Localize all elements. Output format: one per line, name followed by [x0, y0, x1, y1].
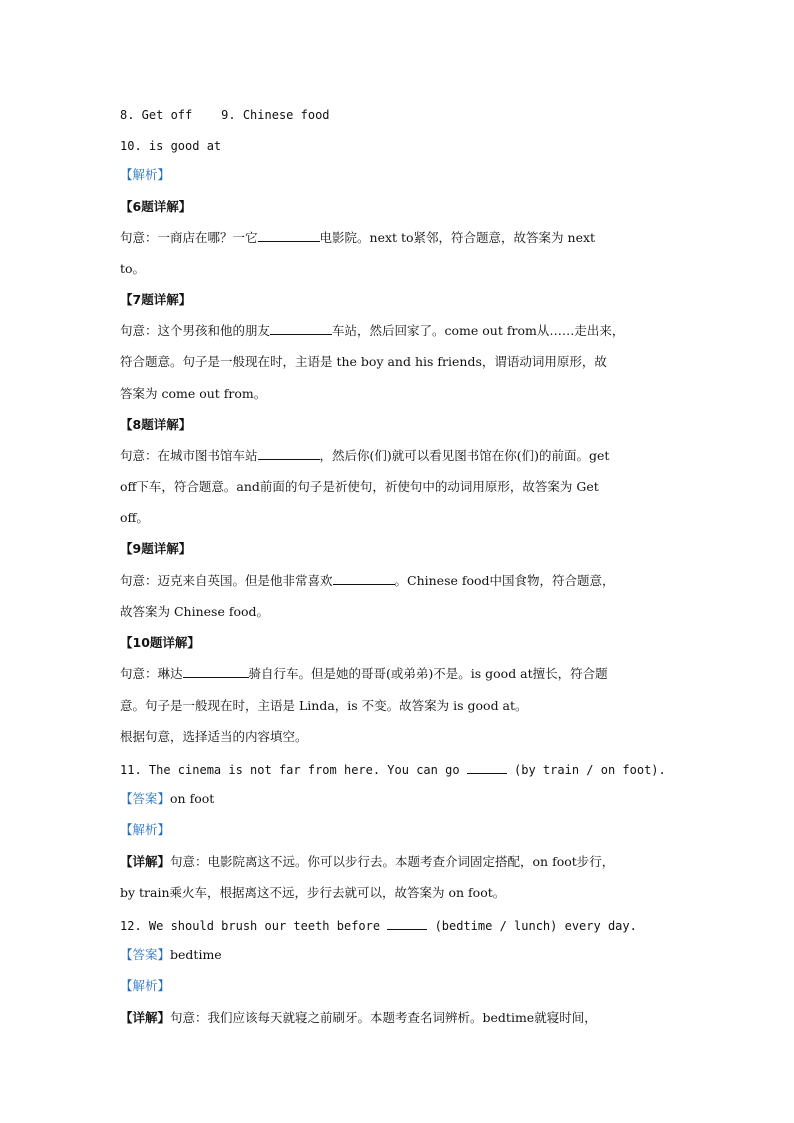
q9-text-b: 。Chinese food中国食物，符合题意，	[394, 573, 615, 588]
q9-line-2: 故答案为 Chinese food。	[120, 604, 269, 619]
q12-detail-1	[120, 1009, 680, 1027]
q10-text-a: 句意：琳达	[120, 666, 183, 681]
q11-question-b: (by train / on foot).	[514, 763, 666, 777]
q8-header: 【8题详解】	[120, 417, 192, 432]
q8-text-a: 句意：在城市图书馆车站	[120, 448, 258, 463]
detail-label: 【详解】	[120, 1010, 171, 1025]
q10-header: 【10题详解】	[120, 635, 200, 650]
q11-answer	[120, 790, 680, 808]
q11-answer-value: on foot	[170, 791, 215, 806]
section-instruction: 根据句意，选择适当的内容填空。	[120, 729, 308, 744]
q9-text-a: 句意：迈克来自英国。但是他非常喜欢	[120, 573, 333, 588]
q12-answer	[120, 946, 680, 964]
answers-line-2: 10. is good at	[120, 139, 222, 153]
answer-blank	[258, 447, 320, 460]
q8-text-b: ，然后你(们)就可以看见图书馆在你(们)的前面。get	[319, 448, 610, 463]
q7-header: 【7题详解】	[120, 292, 192, 307]
q10-text-b: 骑自行车。但是她的哥哥(或弟弟)不是。is good at擅长，符合题	[248, 666, 608, 681]
answers-line-1: 8. Get off 9. Chinese food	[120, 108, 330, 122]
q7-line-3: 答案为 come out from。	[120, 386, 267, 401]
q12-question-b: (bedtime / lunch) every day.	[434, 919, 637, 933]
answer-blank	[467, 761, 507, 774]
q7-text-a: 句意：这个男孩和他的朋友	[120, 323, 271, 338]
q12-jiexi: 【解析】	[120, 978, 171, 993]
detail-label: 【详解】	[120, 854, 171, 869]
answer-blank	[258, 229, 320, 242]
q7-line-2: 符合题意。句子是一般现在时，主语是 the boy and his friends，谓语动词用原形，故	[120, 354, 607, 369]
q10-line-2: 意。句子是一般现在时，主语是 Linda，is 不变。故答案为 is good at。	[120, 698, 528, 713]
answer-label: 【答案】	[120, 791, 171, 806]
q9-header: 【9题详解】	[120, 541, 192, 556]
q6-line-2: to。	[120, 261, 146, 276]
q8-line-3: off。	[120, 510, 149, 525]
q9-line-1	[120, 572, 680, 590]
answer-blank	[333, 572, 395, 585]
q11-detail-text: 句意：电影院离这不远。你可以步行去。本题考查介词固定搭配，on foot步行，	[170, 854, 615, 869]
jiexi-label: 【解析】	[120, 167, 171, 182]
q6-text-a: 句意：一商店在哪？一它	[120, 230, 258, 245]
q11-detail-1	[120, 853, 680, 871]
q10-line-1	[120, 665, 680, 683]
answer-label: 【答案】	[120, 947, 171, 962]
q12-detail-text: 句意：我们应该每天就寝之前刷牙。本题考查名词辨析。bedtime就寝时间，	[170, 1010, 597, 1025]
q8-line-1	[120, 447, 680, 465]
q12-question-a: 12. We should brush our teeth before	[120, 919, 381, 933]
q11-jiexi: 【解析】	[120, 822, 171, 837]
q6-header: 【6题详解】	[120, 199, 192, 214]
q6-text-b: 电影院。next to紧邻，符合题意，故答案为 next	[319, 230, 596, 245]
q8-line-2: off下车，符合题意。and前面的句子是祈使句，祈使句中的动词用原形，故答案为 Get	[120, 479, 599, 494]
answer-blank	[387, 917, 427, 930]
q11-detail-2: by train乘火车，根据离这不远，步行去就可以，故答案为 on foot。	[120, 885, 506, 900]
q12-answer-value: bedtime	[170, 947, 222, 962]
q12-question	[120, 917, 680, 935]
answer-blank	[183, 665, 249, 678]
q6-line-1	[120, 229, 680, 247]
q11-question-a: 11. The cinema is not far from here. You can go	[120, 763, 460, 777]
q11-question	[120, 761, 680, 779]
q7-line-1	[120, 322, 680, 340]
q7-text-b: 车站，然后回家了。come out from从……走出来，	[332, 323, 625, 338]
answer-blank	[270, 322, 332, 335]
